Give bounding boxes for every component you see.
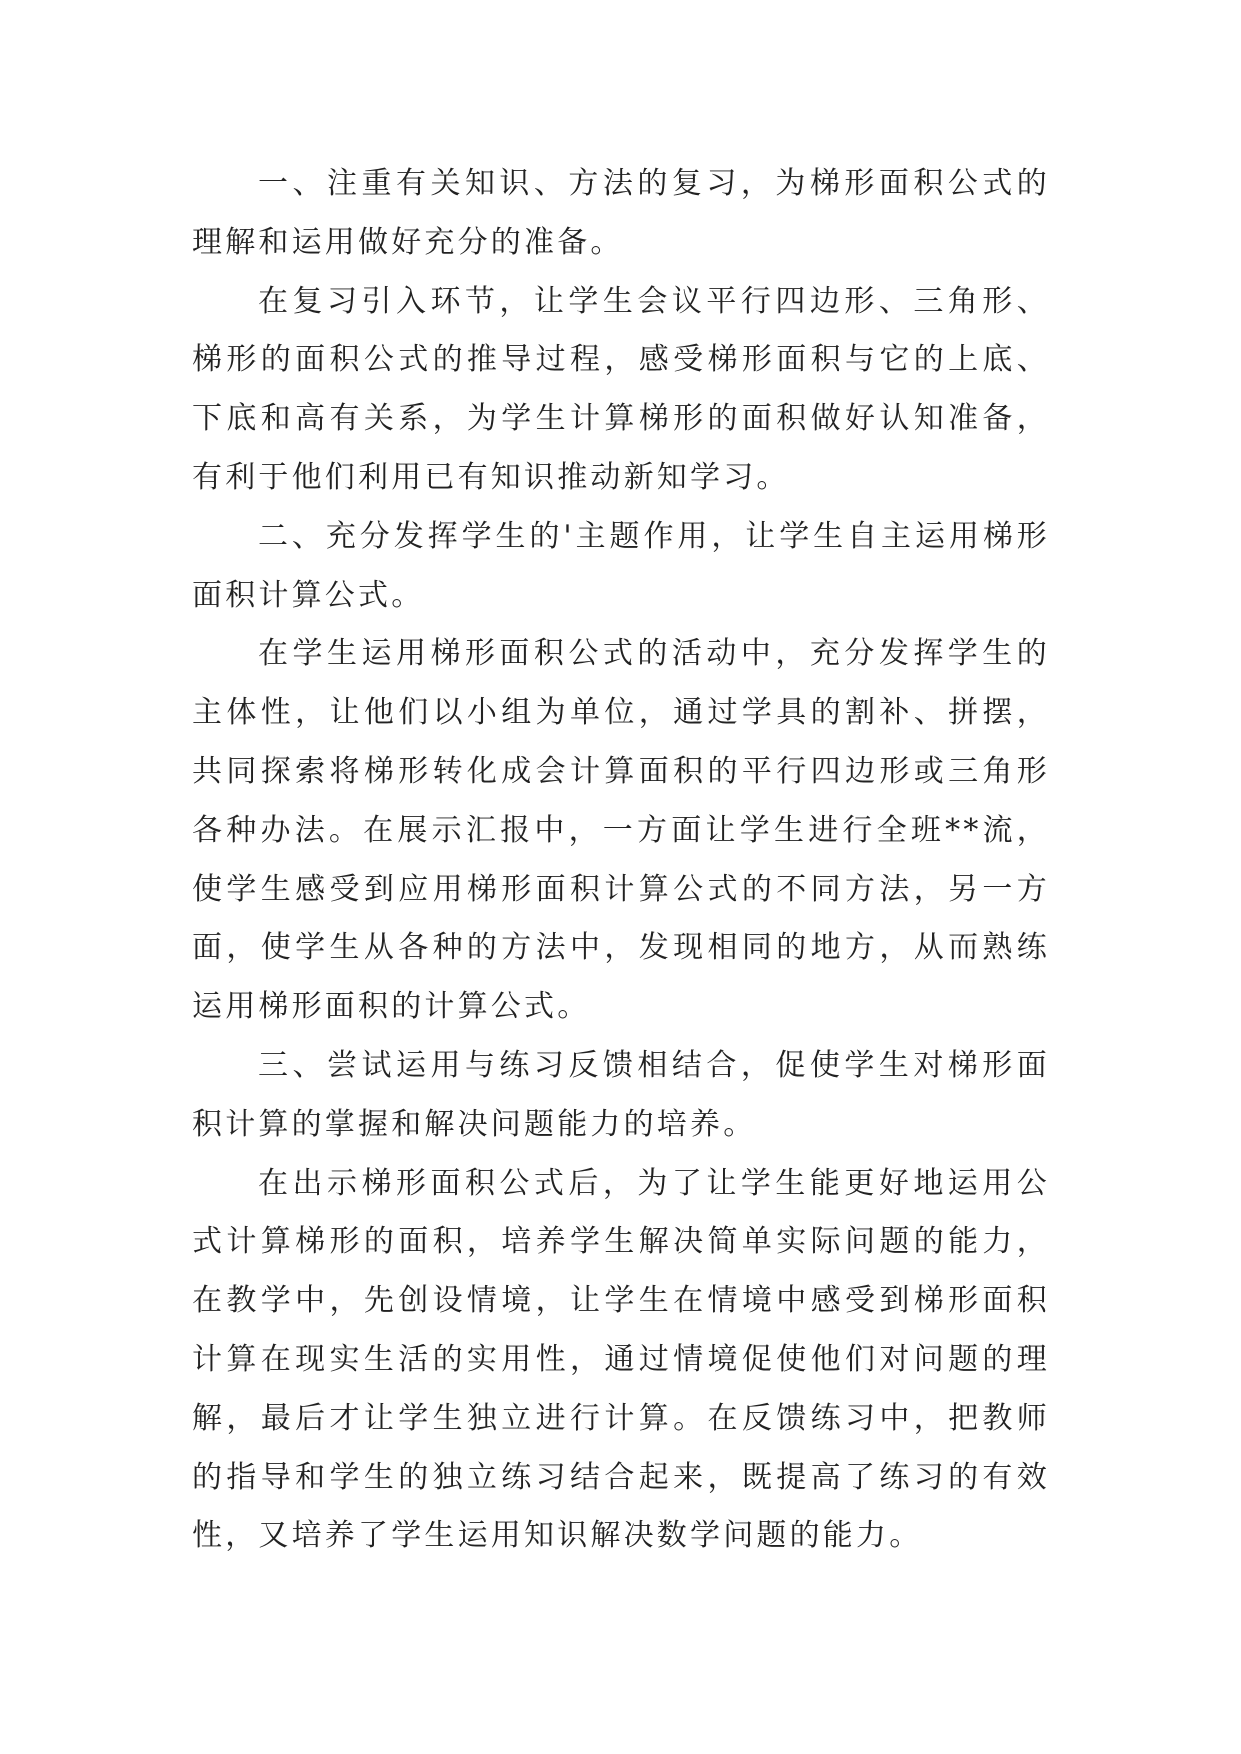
paragraph: 在出示梯形面积公式后，为了让学生能更好地运用公式计算梯形的面积，培养学生解决简单实际问题的能力，在教学中，先创设情境，让学生在情境中感受到梯形面积计算在现实生活的实用性，通过情境促使他们对问题的理解，最后才让学生独立进行计算。在反馈练习中，把教师的指导和学生的独立练习结合起来，既提高了练习的有效性，又培养了学生运用知识解决数学问题的能力。 (192, 1165, 1050, 1554)
document-body (192, 155, 1050, 1566)
paragraph: 在学生运用梯形面积公式的活动中，充分发挥学生的主体性，让他们以小组为单位，通过学具的割补、拼摆，共同探索将梯形转化成会计算面积的平行四边形或三角形各种办法。在展示汇报中，一方面让学生进行全班**流，使学生感受到应用梯形面积计算公式的不同方法，另一方面，使学生从各种的方法中，发现相同的地方，从而熟练运用梯形面积的计算公式。 (192, 636, 1050, 1025)
section-heading-2: 二、充分发挥学生的'主题作用，让学生自主运用梯形面积计算公式。 (192, 518, 1050, 613)
section-heading-3: 三、尝试运用与练习反馈相结合，促使学生对梯形面积计算的掌握和解决问题能力的培养。 (192, 1047, 1050, 1142)
paragraph: 在复习引入环节，让学生会议平行四边形、三角形、梯形的面积公式的推导过程，感受梯形面积与它的上底、下底和高有关系，为学生计算梯形的面积做好认知准备，有利于他们利用已有知识推动新知学习。 (192, 283, 1050, 495)
section-heading-1: 一、注重有关知识、方法的复习，为梯形面积公式的理解和运用做好充分的准备。 (192, 166, 1050, 260)
